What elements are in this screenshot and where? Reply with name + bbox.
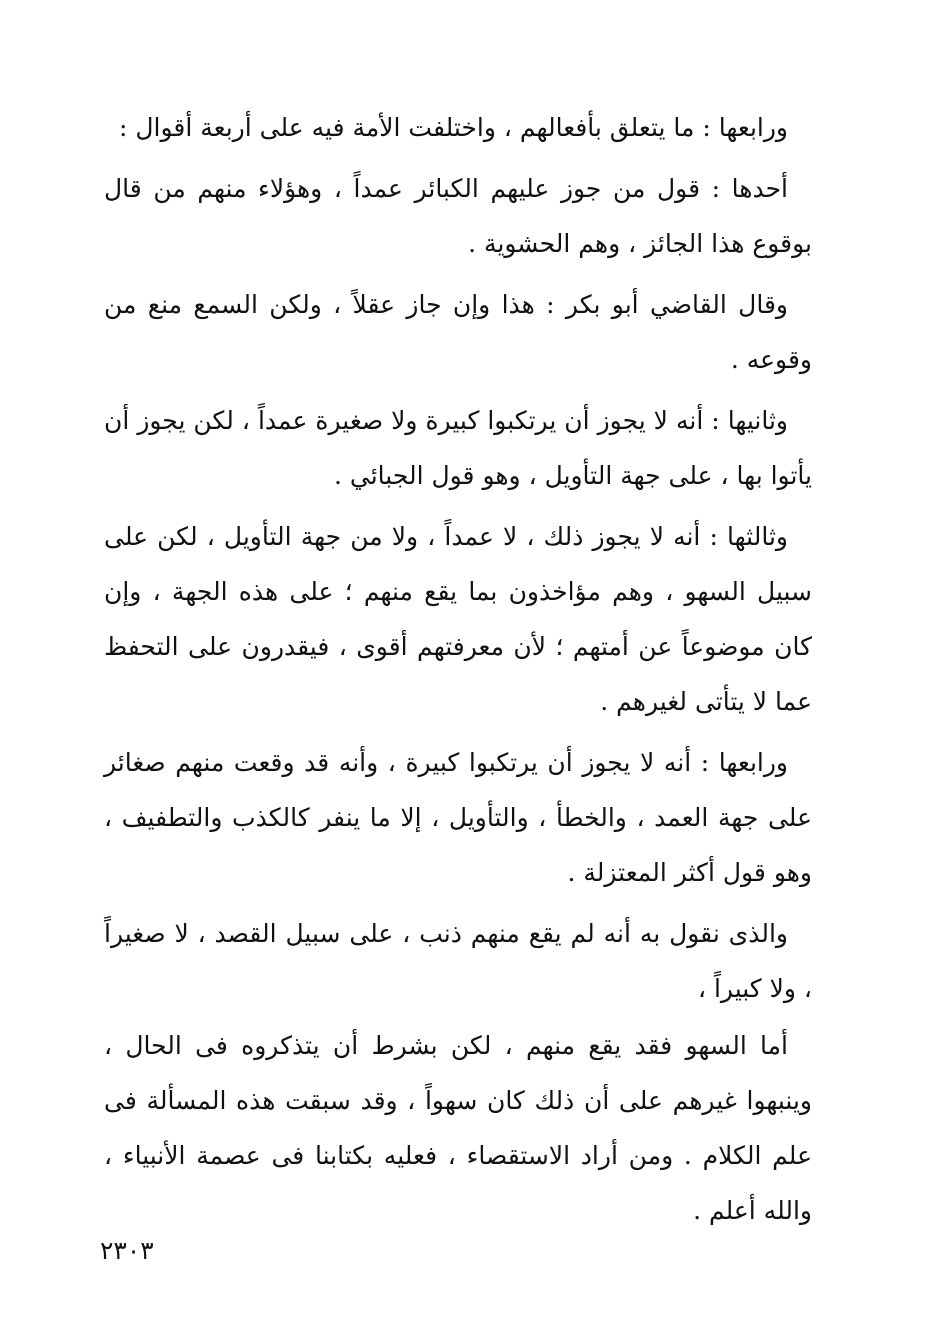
paragraph-inadvertence: أما السهو فقد يقع منهم ، لكن بشرط أن يتذكروه فى الحال ، وينبهوا غيرهم على أن ذلك كان سهواً ، وقد سبقت هذه المسألة فى علم الكلام . ومن أراد الاستقصاء ، فعليه بكتابنا فى عصمة الأنبياء ، والله أعلم . xyxy=(104,1031,812,1225)
paragraph-our-view: والذى نقول به أنه لم يقع منهم ذنب ، على سبيل القصد ، لا صغيراً ، ولا كبيراً ، xyxy=(104,919,812,1003)
paragraph-second-opinion: وثانيها : أنه لا يجوز أن يرتكبوا كبيرة ولا صغيرة عمداً ، لكن يجوز أن يأتوا بها ، على جهة التأويل ، وهو قول الجبائي . xyxy=(104,406,812,490)
paragraph-fourth-opinion: ورابعها : أنه لا يجوز أن يرتكبوا كبيرة ، وأنه قد وقعت منهم صغائر على جهة العمد ، والخطأ ، والتأويل ، إلا ما ينفر كالكذب والتطفيف ، وهو قول أكثر المعتزلة . xyxy=(104,748,812,887)
paragraph-third-opinion: وثالثها : أنه لا يجوز ذلك ، لا عمداً ، ولا من جهة التأويل ، لكن على سبيل السهو ، وهم مؤاخذون بما يقع منهم ؛ على هذه الجهة ، وإن كان موضوعاً عن أمتهم ؛ لأن معرفتهم أقوى ، فيقدرون على التحفظ عما لا يتأتى لغيرهم . xyxy=(104,522,812,716)
body-text xyxy=(104,100,812,1244)
paragraph-first-opinion: أحدها : قول من جوز عليهم الكبائر عمداً ، وهؤلاء منهم من قال بوقوع هذا الجائز ، وهم الحشوية . xyxy=(104,174,812,258)
page-number: ٢٣٠٣ xyxy=(100,1236,154,1265)
paragraph-fourth-opinion-intro: ورابعها : ما يتعلق بأفعالهم ، واختلفت الأمة فيه على أربعة أقوال : xyxy=(119,113,788,142)
paragraph-qadi-abu-bakr: وقال القاضي أبو بكر : هذا وإن جاز عقلاً ، ولكن السمع منع من وقوعه . xyxy=(104,290,812,374)
